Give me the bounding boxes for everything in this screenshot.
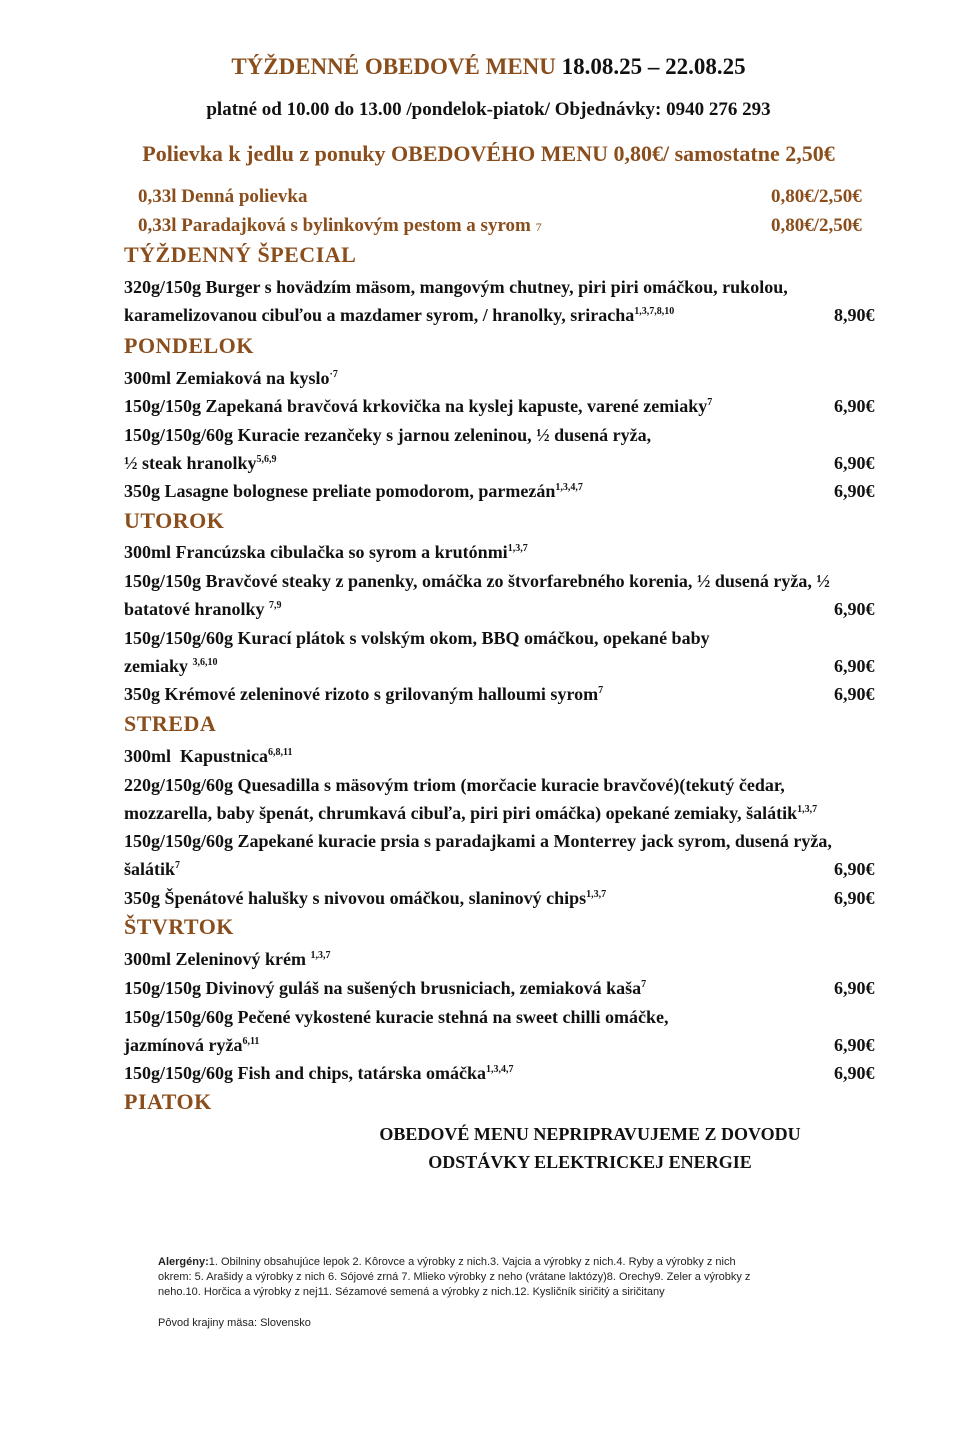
streda-item-2-allergens: 7 bbox=[175, 860, 181, 871]
utorok-item-1-name: batatové hranolky bbox=[124, 599, 265, 619]
piatok-notice-line-1: OBEDOVÉ MENU NEPRIPRAVUJEME Z DOVODU bbox=[379, 1124, 801, 1144]
streda-item-3-name: 350g Špenátové halušky s nivovou omáčkou, slaninový chips bbox=[124, 888, 587, 908]
stvrtok-item-3-price: 6,90€ bbox=[834, 1063, 875, 1083]
stvrtok-soup bbox=[124, 949, 331, 970]
pondelok-item-1-name: 150g/150g Zapekaná bravčová krkovička na kyslej kapuste, varené zemiaky bbox=[124, 396, 708, 416]
pondelok-item-3-name: 350g Lasagne bolognese preliate pomodorom, parmezán bbox=[124, 481, 556, 501]
meat-origin: Pôvod krajiny mäsa: Slovensko bbox=[158, 1317, 311, 1329]
pondelok-item-1 bbox=[124, 396, 712, 417]
pondelok-item-1-allergens: 7 bbox=[707, 397, 713, 408]
stvrtok-item-2-line-2 bbox=[124, 1035, 259, 1056]
utorok-item-2-allergens: 3,6,10 bbox=[192, 657, 218, 668]
utorok-item-3-price: 6,90€ bbox=[834, 684, 875, 704]
soup-2-price: 0,80€/2,50€ bbox=[771, 215, 862, 236]
stvrtok-soup-allergens: 1,3,7 bbox=[310, 950, 331, 961]
soup-1-name: 0,33l Denná polievka bbox=[138, 186, 308, 207]
piatok-notice-line-2: ODSTÁVKY ELEKTRICKEJ ENERGIE bbox=[428, 1152, 752, 1172]
soup-1-price: 0,80€/2,50€ bbox=[771, 186, 862, 207]
menu-title-label: TÝŽDENNÉ OBEDOVÉ MENU bbox=[231, 54, 556, 79]
streda-soup-name: 300ml Kapustnica bbox=[124, 746, 269, 766]
allergens-label: Alergény: bbox=[158, 1256, 209, 1268]
soup-1 bbox=[138, 186, 307, 208]
special-heading: TÝŽDENNÝ ŠPECIAL bbox=[124, 242, 357, 267]
utorok-item-2-name: zemiaky bbox=[124, 656, 188, 676]
allergens-legend-line-2: okrem: 5. Arašidy a výrobky z nich 6. Sójové zrná 7. Mlieko výrobky z neho (vrátane laktózy)8. Orechy9. Zeler a výrobky z bbox=[158, 1271, 751, 1283]
allergens-legend-line-3: neho.10. Horčica a výrobky z nej11. Sézamové semená a výrobky z nich.12. Kysličník siričitý a siričitany bbox=[158, 1286, 665, 1298]
validity-line: platné od 10.00 do 13.00 /pondelok-piatok/ Objednávky: 0940 276 293 bbox=[206, 99, 771, 120]
streda-item-1-allergens: 1,3,7 bbox=[797, 804, 818, 815]
soup-price-line: Polievka k jedlu z ponuky OBEDOVÉHO MENU 0,80€/ samostatne 2,50€ bbox=[142, 141, 835, 166]
allergens-text-1: 1. Obilniny obsahujúce lepok 2. Kôrovce a výrobky z nich.3. Vajcia a výrobky z nich.4. Ryby a výrobky z nich bbox=[208, 1256, 736, 1268]
special-price: 8,90€ bbox=[834, 305, 875, 325]
utorok-soup-allergens: 1,3,7 bbox=[507, 543, 528, 554]
allergens-legend-line-1 bbox=[158, 1256, 736, 1268]
streda-soup-allergens: 6,8,11 bbox=[268, 747, 293, 758]
special-allergens: 1,3,7,8,10 bbox=[634, 306, 675, 317]
special-line-2 bbox=[124, 305, 674, 326]
pondelok-soup-allergens: ·7 bbox=[329, 369, 338, 380]
utorok-item-1-price: 6,90€ bbox=[834, 599, 875, 619]
streda-item-1-line-2 bbox=[124, 803, 817, 824]
utorok-soup-name: 300ml Francúzska cibulačka so syrom a krutónmi bbox=[124, 542, 508, 562]
utorok-item-1-line-1: 150g/150g Bravčové steaky z panenky, omáčka zo štvorfarebného korenia, ½ dusená ryža, ½ bbox=[124, 571, 830, 591]
streda-item-1-line-1: 220g/150g/60g Quesadilla s mäsovým triom (morčacie kuracie bravčové)(tekutý čedar, bbox=[124, 775, 785, 795]
utorok-item-2-line-1: 150g/150g/60g Kurací plátok s volským okom, BBQ omáčkou, opekané baby bbox=[124, 628, 710, 648]
stvrtok-item-3-allergens: 1,3,4,7 bbox=[486, 1064, 514, 1075]
utorok-item-3-allergens: 7 bbox=[598, 685, 604, 696]
stvrtok-item-1-name: 150g/150g Divinový guláš na sušených brusniciach, zemiaková kaša bbox=[124, 978, 642, 998]
pondelok-item-3-allergens: 1,3,4,7 bbox=[555, 482, 583, 493]
pondelok-item-2-line-2 bbox=[124, 453, 277, 474]
soup-2-name: 0,33l Paradajková s bylinkovým pestom a syrom bbox=[138, 215, 531, 236]
day-heading-stvrtok: ŠTVRTOK bbox=[124, 914, 234, 939]
pondelok-item-3-price: 6,90€ bbox=[834, 481, 875, 501]
utorok-item-2-line-2 bbox=[124, 656, 217, 677]
pondelok-item-3 bbox=[124, 481, 583, 502]
utorok-item-3-name: 350g Krémové zeleninové rizoto s grilovaným halloumi syrom bbox=[124, 684, 599, 704]
day-heading-pondelok: PONDELOK bbox=[124, 333, 254, 358]
utorok-item-3 bbox=[124, 684, 603, 705]
soup-2 bbox=[138, 215, 542, 237]
streda-item-2-price: 6,90€ bbox=[834, 859, 875, 879]
menu-title-dates: 18.08.25 – 22.08.25 bbox=[561, 54, 746, 79]
pondelok-item-2-price: 6,90€ bbox=[834, 453, 875, 473]
streda-item-3-allergens: 1,3,7 bbox=[586, 889, 607, 900]
stvrtok-item-1 bbox=[124, 978, 646, 999]
pondelok-item-1-price: 6,90€ bbox=[834, 396, 875, 416]
streda-item-2-line-2 bbox=[124, 859, 180, 880]
stvrtok-item-1-price: 6,90€ bbox=[834, 978, 875, 998]
pondelok-soup bbox=[124, 368, 338, 389]
stvrtok-item-3-name: 150g/150g/60g Fish and chips, tatárska omáčka bbox=[124, 1063, 487, 1083]
streda-item-3-price: 6,90€ bbox=[834, 888, 875, 908]
utorok-item-2-price: 6,90€ bbox=[834, 656, 875, 676]
utorok-item-1-allergens: 7,9 bbox=[269, 600, 282, 611]
pondelok-item-2-name: ½ steak hranolky bbox=[124, 453, 257, 473]
pondelok-item-2-allergens: 5,6,9 bbox=[256, 454, 277, 465]
utorok-item-1-line-2 bbox=[124, 599, 282, 620]
streda-item-2-line-1: 150g/150g/60g Zapekané kuracie prsia s paradajkami a Monterrey jack syrom, dusená ryža, bbox=[124, 831, 832, 851]
stvrtok-item-2-name: jazmínová ryža bbox=[124, 1035, 243, 1055]
special-line-2-text: karamelizovanou cibuľou a mazdamer syrom, / hranolky, sriracha bbox=[124, 305, 635, 325]
utorok-soup bbox=[124, 542, 528, 563]
day-heading-utorok: UTOROK bbox=[124, 508, 225, 533]
stvrtok-item-2-allergens: 6,11 bbox=[242, 1036, 260, 1047]
stvrtok-soup-name: 300ml Zeleninový krém bbox=[124, 949, 306, 969]
special-line-1: 320g/150g Burger s hovädzím mäsom, mangovým chutney, piri piri omáčkou, rukolou, bbox=[124, 277, 788, 297]
streda-item-3 bbox=[124, 888, 606, 909]
pondelok-item-2-line-1: 150g/150g/60g Kuracie rezančeky s jarnou zeleninou, ½ dusená ryža, bbox=[124, 425, 652, 445]
stvrtok-item-2-price: 6,90€ bbox=[834, 1035, 875, 1055]
streda-soup bbox=[124, 746, 292, 767]
soup-2-allergens: 7 bbox=[535, 220, 542, 234]
streda-item-2-name: šalátik bbox=[124, 859, 176, 879]
menu-title bbox=[0, 54, 977, 80]
streda-item-1-name: mozzarella, baby špenát, chrumkavá cibuľa, piri piri omáčka) opekané zemiaky, šalátik bbox=[124, 803, 798, 823]
day-heading-streda: STREDA bbox=[124, 711, 217, 736]
stvrtok-item-1-allergens: 7 bbox=[641, 979, 647, 990]
pondelok-soup-name: 300ml Zemiaková na kyslo bbox=[124, 368, 330, 388]
stvrtok-item-2-line-1: 150g/150g/60g Pečené vykostené kuracie stehná na sweet chilli omáčke, bbox=[124, 1007, 669, 1027]
stvrtok-item-3 bbox=[124, 1063, 514, 1084]
day-heading-piatok: PIATOK bbox=[124, 1089, 212, 1114]
